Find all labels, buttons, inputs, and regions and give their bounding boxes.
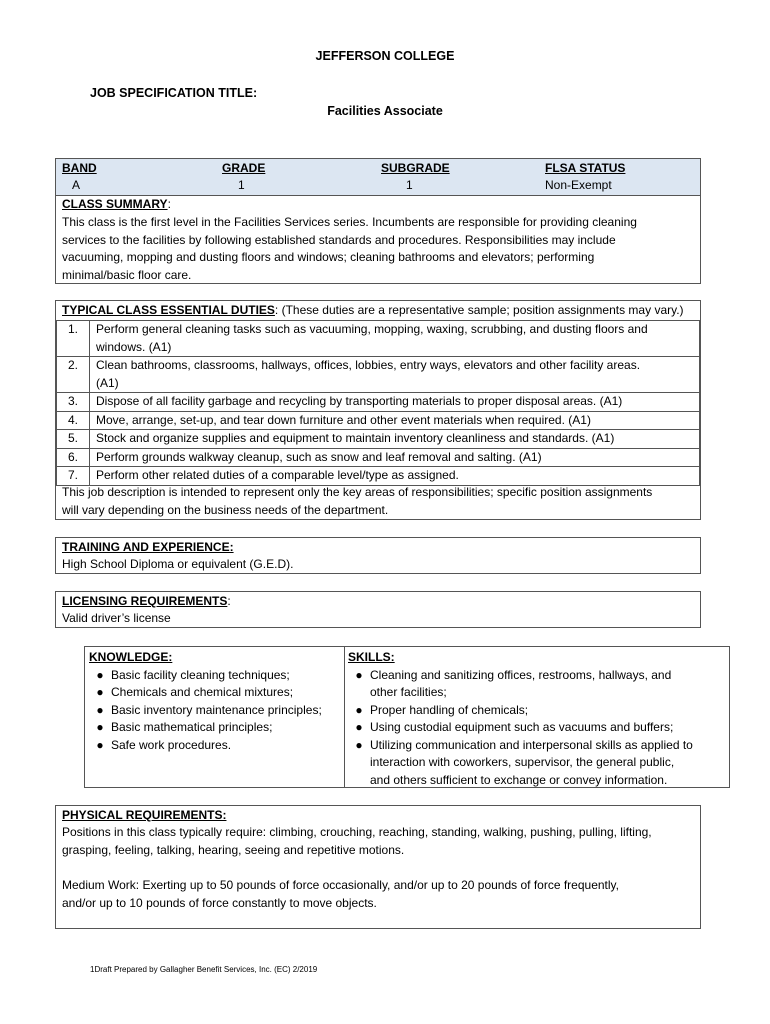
table-row bbox=[57, 411, 700, 430]
bullet-icon: ● bbox=[96, 702, 104, 717]
duty-line: Perform general cleaning tasks such as vacuuming, mopping, waxing, scrubbing, and dusting floors and bbox=[96, 322, 648, 336]
skills-line: interaction with coworkers, supervisor, the general public, bbox=[370, 755, 675, 769]
licensing-heading bbox=[62, 593, 231, 611]
training-label: TRAINING AND EXPERIENCE: bbox=[62, 540, 234, 554]
knowledge-label: KNOWLEDGE: bbox=[89, 650, 173, 664]
duty-text: Stock and organize supplies and equipment to maintain inventory cleanliness and standards. (A1) bbox=[90, 430, 700, 449]
duty-number: 2. bbox=[57, 357, 90, 393]
physical-line: and/or up to 10 pounds of force constantly to move objects. bbox=[62, 895, 377, 910]
band-value: A bbox=[72, 178, 81, 192]
band-header: BAND bbox=[62, 161, 97, 175]
licensing-section bbox=[55, 591, 701, 628]
duty-text bbox=[90, 357, 700, 393]
knowledge-column bbox=[89, 649, 343, 754]
subgrade-header: SUBGRADE bbox=[381, 161, 450, 175]
duties-label: TYPICAL CLASS ESSENTIAL DUTIES bbox=[62, 303, 275, 317]
duties-heading bbox=[62, 302, 684, 320]
list-item bbox=[89, 684, 343, 702]
duty-text: Perform other related duties of a comparable level/type as assigned. bbox=[90, 467, 700, 486]
skills-item bbox=[370, 667, 671, 702]
bullet-icon: ● bbox=[355, 667, 363, 682]
spec-title-label: JOB SPECIFICATION TITLE: bbox=[90, 86, 258, 100]
duties-table bbox=[56, 320, 700, 486]
skills-line: Cleaning and sanitizing offices, restrooms, hallways, and bbox=[370, 667, 672, 682]
duty-line: (A1) bbox=[96, 375, 119, 390]
licensing-label: LICENSING REQUIREMENTS bbox=[62, 594, 228, 608]
knowledge-item: Basic mathematical principles; bbox=[111, 720, 273, 734]
knowledge-item: Chemicals and chemical mixtures; bbox=[111, 685, 294, 699]
class-summary-heading bbox=[62, 196, 171, 214]
list-item bbox=[348, 719, 726, 737]
training-section bbox=[55, 537, 701, 574]
training-text: High School Diploma or equivalent (G.E.D). bbox=[62, 557, 294, 571]
physical-para-2 bbox=[62, 877, 698, 912]
bullet-icon: ● bbox=[96, 685, 104, 699]
skills-line: and others sufficient to exchange or convey information. bbox=[370, 772, 668, 787]
duty-number: 4. bbox=[57, 411, 90, 430]
class-summary-label: CLASS SUMMARY bbox=[62, 197, 168, 211]
job-title: Facilities Associate bbox=[327, 104, 443, 118]
grade-header: GRADE bbox=[222, 161, 266, 175]
table-row bbox=[57, 467, 700, 486]
list-item bbox=[89, 737, 343, 755]
duties-section bbox=[55, 300, 701, 520]
knowledge-item: Basic facility cleaning techniques; bbox=[111, 667, 290, 682]
list-item bbox=[348, 667, 726, 702]
summary-line: minimal/basic floor care. bbox=[62, 267, 192, 282]
list-item bbox=[89, 702, 343, 720]
summary-line: vacuuming, mopping and dusting floors and windows; cleaning bathrooms and elevators; performing bbox=[62, 250, 595, 264]
list-item bbox=[89, 719, 343, 737]
duties-footer bbox=[62, 484, 698, 519]
bullet-icon: ● bbox=[96, 667, 104, 682]
classification-section bbox=[55, 158, 701, 284]
licensing-text: Valid driver’s license bbox=[62, 611, 171, 625]
bullet-icon: ● bbox=[96, 737, 104, 752]
bullet-icon: ● bbox=[96, 720, 104, 734]
column-divider bbox=[344, 647, 345, 787]
licensing-colon: : bbox=[227, 594, 231, 608]
list-item bbox=[348, 702, 726, 720]
duty-line: Clean bathrooms, classrooms, hallways, offices, lobbies, entry ways, elevators and other facility areas. bbox=[96, 358, 641, 372]
list-item bbox=[89, 667, 343, 685]
knowledge-skills-table bbox=[84, 646, 730, 788]
bullet-icon: ● bbox=[355, 737, 363, 752]
skills-item bbox=[370, 737, 693, 790]
skills-column bbox=[348, 649, 726, 789]
class-summary-colon: : bbox=[167, 197, 171, 211]
duties-footer-line: This job description is intended to represent only the key areas of responsibilities; specific position assignments bbox=[62, 485, 653, 499]
physical-line: grasping, feeling, talking, hearing, seeing and repetitive motions. bbox=[62, 842, 405, 857]
grade-value: 1 bbox=[238, 178, 245, 192]
knowledge-item: Basic inventory maintenance principles; bbox=[111, 702, 322, 717]
table-row bbox=[57, 321, 700, 357]
summary-line: services to the facilities by following established standards and procedures. Responsibilities may include bbox=[62, 232, 616, 247]
flsa-value: Non-Exempt bbox=[545, 178, 612, 192]
page-footer: 1Draft Prepared by Gallagher Benefit Services, Inc. (EC) 2/2019 bbox=[90, 965, 318, 974]
class-summary-text bbox=[62, 214, 698, 284]
duty-number: 6. bbox=[57, 448, 90, 467]
duty-number: 1. bbox=[57, 321, 90, 357]
physical-line: Medium Work: Exerting up to 50 pounds of force occasionally, and/or up to 20 pounds of force frequently, bbox=[62, 878, 619, 892]
skills-item: Using custodial equipment such as vacuums and buffers; bbox=[370, 720, 674, 734]
list-item bbox=[348, 737, 726, 790]
table-row bbox=[57, 430, 700, 449]
physical-line: Positions in this class typically require: climbing, crouching, reaching, standing, walking, pushing, pulling, lifting, bbox=[62, 825, 652, 839]
duty-text: Move, arrange, set-up, and tear down furniture and other event materials when required. (A1) bbox=[90, 411, 700, 430]
college-name: JEFFERSON COLLEGE bbox=[315, 49, 455, 63]
knowledge-item: Safe work procedures. bbox=[111, 737, 232, 752]
skills-line: other facilities; bbox=[370, 685, 447, 699]
physical-section bbox=[55, 805, 701, 929]
duty-number: 5. bbox=[57, 430, 90, 449]
duty-text: Dispose of all facility garbage and recycling by transporting materials to proper disposal areas. (A1) bbox=[90, 393, 700, 412]
duty-line: windows. (A1) bbox=[96, 339, 172, 354]
flsa-header: FLSA STATUS bbox=[545, 161, 626, 175]
table-row bbox=[57, 393, 700, 412]
skills-label: SKILLS: bbox=[348, 650, 395, 664]
duty-text bbox=[90, 321, 700, 357]
physical-para-1 bbox=[62, 824, 698, 859]
subgrade-value: 1 bbox=[406, 178, 413, 192]
duty-number: 7. bbox=[57, 467, 90, 486]
skills-item: Proper handling of chemicals; bbox=[370, 702, 529, 717]
bullet-icon: ● bbox=[355, 702, 363, 717]
duty-text: Perform grounds walkway cleanup, such as snow and leaf removal and salting. (A1) bbox=[90, 448, 700, 467]
summary-line: This class is the first level in the Facilities Services series. Incumbents are responsible for providing cleaning bbox=[62, 215, 637, 229]
bullet-icon: ● bbox=[355, 720, 363, 734]
skills-line: Utilizing communication and interpersonal skills as applied to bbox=[370, 737, 693, 752]
table-row bbox=[57, 448, 700, 467]
physical-label: PHYSICAL REQUIREMENTS: bbox=[62, 808, 227, 822]
duty-number: 3. bbox=[57, 393, 90, 412]
duties-note: : (These duties are a representative sample; position assignments may vary.) bbox=[274, 303, 684, 317]
duties-footer-line: will vary depending on the business needs of the department. bbox=[62, 502, 389, 517]
table-row bbox=[57, 357, 700, 393]
